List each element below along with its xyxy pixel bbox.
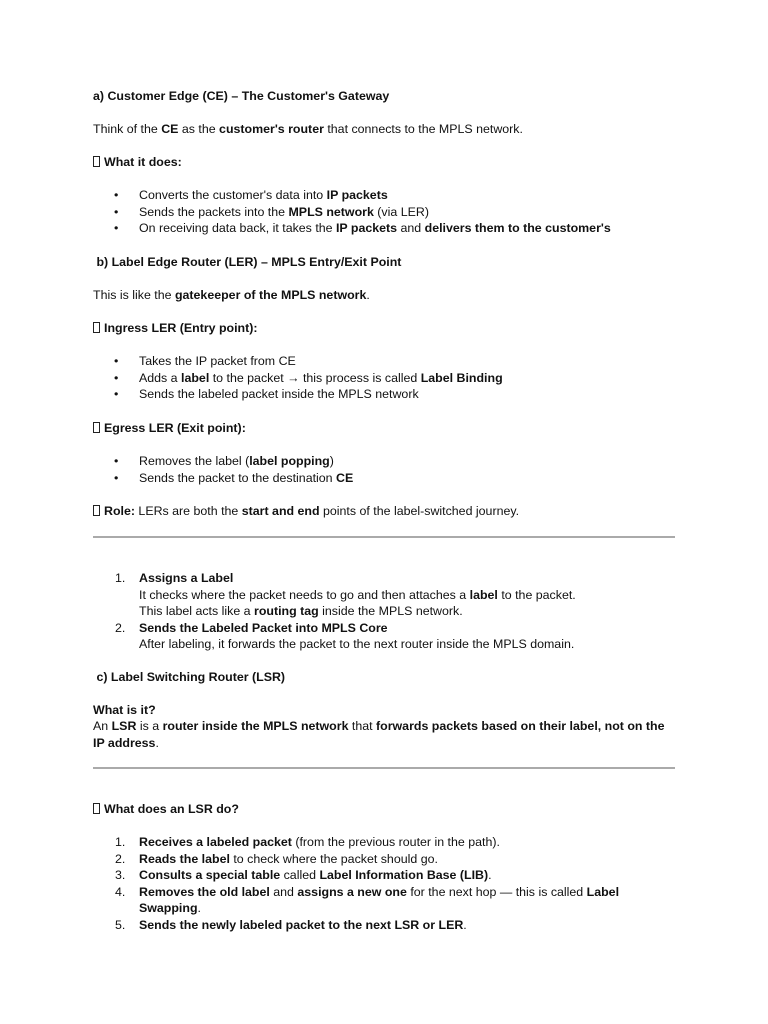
missing-glyph-icon bbox=[93, 322, 100, 333]
ler-role-line: Role: LERs are both the start and end points of the label-switched journey. bbox=[93, 503, 677, 520]
what-does-lsr-do-label: What does an LSR do? bbox=[93, 801, 677, 818]
missing-glyph-icon bbox=[93, 505, 100, 516]
list-item: 2. Reads the label to check where the packet should go. bbox=[115, 851, 438, 866]
section-b-intro: This is like the gatekeeper of the MPLS network. bbox=[93, 288, 370, 302]
section-a-intro: Think of the CE as the customer's router that connects to the MPLS network. bbox=[93, 122, 523, 136]
egress-ler-label: Egress LER (Exit point): bbox=[93, 420, 677, 437]
ce-bullet-list bbox=[93, 187, 677, 237]
horizontal-rule bbox=[93, 767, 675, 769]
section-b-heading: b) Label Edge Router (LER) – MPLS Entry/Exit Point bbox=[93, 255, 402, 269]
list-item: • Sends the packet to the destination CE bbox=[114, 470, 354, 485]
missing-glyph-icon bbox=[93, 803, 100, 814]
list-item: • On receiving data back, it takes the IP packets and delivers them to the customer's bbox=[114, 221, 611, 235]
list-item: • Removes the label (label popping) bbox=[114, 454, 334, 468]
what-it-does-label: What it does: bbox=[93, 154, 677, 171]
list-item: • Sends the labeled packet inside the MPLS network bbox=[114, 387, 419, 401]
missing-glyph-icon bbox=[93, 422, 100, 433]
list-item: • Takes the IP packet from CE bbox=[114, 354, 296, 368]
horizontal-rule bbox=[93, 536, 675, 538]
list-item: 1. Receives a labeled packet (from the previous router in the path). bbox=[115, 835, 500, 849]
lsr-steps-list bbox=[93, 834, 677, 933]
section-c-heading: c) Label Switching Router (LSR) bbox=[93, 670, 286, 684]
list-item: 5. Sends the newly labeled packet to the next LSR or LER. bbox=[115, 917, 467, 932]
what-is-it-label: What is it? bbox=[93, 703, 156, 717]
lsr-definition: An LSR is a router inside the MPLS network that forwards packets based on their label, not on the IP address. bbox=[93, 719, 665, 750]
list-item: • Converts the customer's data into IP packets bbox=[114, 188, 388, 202]
ingress-ler-label: Ingress LER (Entry point): bbox=[93, 320, 677, 337]
list-item: 3. Consults a special table called Label Information Base (LIB). bbox=[115, 868, 492, 882]
section-a-heading: a) Customer Edge (CE) – The Customer's Gateway bbox=[93, 89, 390, 103]
missing-glyph-icon bbox=[93, 156, 100, 167]
ler-steps-list bbox=[93, 570, 677, 653]
list-item: • Adds a label to the packet → this process is called Label Binding bbox=[114, 370, 503, 385]
list-item: • Sends the packets into the MPLS network (via LER) bbox=[114, 204, 429, 219]
egress-bullet-list bbox=[93, 453, 677, 486]
list-item: 2. Sends the Labeled Packet into MPLS Core After labeling, it forwards the packet to the next router inside the MPLS domain. bbox=[115, 620, 575, 651]
list-item: 1. Assigns a Label It checks where the packet needs to go and then attaches a label to the packet. This label acts like a routing tag inside the MPLS network. bbox=[115, 571, 576, 618]
list-item: 4. Removes the old label and assigns a new one for the next hop — this is called Label Swapping. bbox=[115, 884, 620, 915]
ingress-bullet-list bbox=[93, 353, 677, 403]
